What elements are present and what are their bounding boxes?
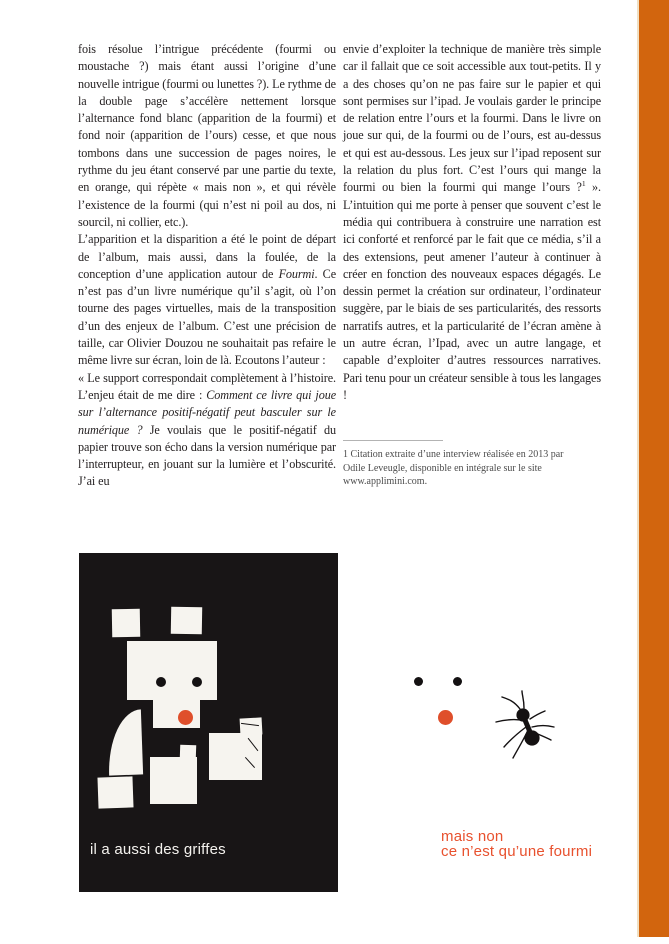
fourmi-nose-dot bbox=[438, 710, 453, 725]
text-segment: 1 bbox=[581, 179, 586, 189]
bear-paw-tab-shape bbox=[240, 717, 263, 735]
bear-paw-shape bbox=[209, 733, 262, 780]
fourmi-caption bbox=[441, 829, 592, 859]
bear-arm-shape bbox=[107, 709, 143, 775]
text-segment: envie d’exploiter la technique de manière très simple car il fallait que ce soit accessible aux tout-petits. Il y a des choses qu’on ne pas faire sur le papier et qui sont permises sur l’ipad. Je voulais garder le principe de relation entre l’ours et la fourmi. Dans le livre on joue sur qui, de la fourmi ou de l’ours, est au-dessus et qui est au-dessous. Les jeux sur l’ipad reposent sur la relation du plus fort. C’est l’ours qui mange la fourmi ou bien la fourmi qui mange l’ours ? bbox=[343, 42, 601, 195]
footnote-text: 1 Citation extraite d’une interview réalisée en 2013 par Odile Leveugle, disponible en intégrale sur le site www.applimini.com. bbox=[343, 449, 564, 488]
footnote bbox=[343, 440, 579, 489]
fourmi-caption-line1: mais non bbox=[441, 828, 504, 845]
figure-bear-black-page bbox=[79, 553, 338, 892]
text-segment: Comment ce livre qui joue sur l’alternance positif-négatif peut basculer sur le numérique ? bbox=[78, 387, 336, 437]
text-segment: Je voulais que le positif-négatif du papier trouve son écho dans la version numérique par l’interrupteur, en jouant sur la lumière et l’obscurité. J’ai eu bbox=[78, 422, 336, 489]
bear-head-shape bbox=[127, 641, 217, 700]
bear-eye-left-dot bbox=[156, 677, 166, 687]
fourmi-eye-right-dot bbox=[453, 677, 462, 686]
fourmi-eye-left-dot bbox=[414, 677, 423, 686]
paragraph bbox=[78, 370, 336, 491]
paragraph bbox=[78, 231, 336, 369]
page-edge-accent-bar bbox=[637, 0, 669, 937]
paragraph bbox=[78, 41, 336, 231]
ant-icon bbox=[492, 683, 568, 769]
bear-ear-left-shape bbox=[112, 609, 140, 637]
bear-body-tab-shape bbox=[180, 745, 196, 760]
fourmi-caption-line2: ce n’est qu’une fourmi bbox=[441, 843, 593, 860]
bear-muzzle-shape bbox=[153, 699, 200, 728]
bear-eye-right-dot bbox=[192, 677, 202, 687]
text-segment: Fourmi bbox=[278, 266, 315, 281]
bear-caption: il a aussi des griffes bbox=[90, 841, 226, 858]
text-segment: . Ce n’est pas d’un livre numérique qu’il s’agit, où l’on tourne des pages virtuelles, mais de la transposition d’un des enjeux de l’album. C’est une précision de taille, car Olivier Douzou ne souhaitait pas refaire le même livre sur écran, loin de là. Ecoutons l’auteur : bbox=[78, 266, 337, 368]
text-segment: L’apparition et la disparition a été le point de départ de l’album, mais aussi, dans la foulée, de la conception d’une application autour de bbox=[78, 232, 336, 281]
text-segment: fois résolue l’intrigue précédente (fourmi ou moustache ?) mais étant aussi l’origine d’une nouvelle intrigue (fourmi ou lunettes ?). Le rythme de la double page s’accélère nettement lorsque l’alternance fond blanc (apparition de la fourmi) et fond noir (apparition de l’ours) cesse, et que nous tombons dans une succession de pages noires, le rythme du jeu étant conservé par une partie du texte, en orange, qui répète « mais non », et qui révèle l’existence de la fourmi (qui n’est ni poil au dos, ni sourcil, ni collier, etc.). bbox=[78, 42, 336, 229]
article-column-right bbox=[343, 41, 601, 489]
bear-nose-dot bbox=[178, 710, 193, 725]
article-column-left bbox=[78, 41, 336, 491]
footnote-rule bbox=[343, 440, 443, 441]
bear-ear-right-shape bbox=[171, 607, 202, 635]
text-segment: ». L’intuition qui me porte à penser que souvent c’est le média qui contribuera à construire une narration est ici conforté et renforcé par le fait que ce média, s’il a des extensions, peut amener l’auteur à continuer à créer en fonction des nouveaux espaces dégagés. Le dessin permet la création sur ordinateur, l’ordinateur suggère, par le biais de ses particularités, des ressorts narratifs autres, et la particularité de l’écran amène à un autre écran, l’Ipad, avec un autre langage, et capable d’exploiter d’autres ressources narratives. Pari tenu pour un créateur sensible à tous les langages ! bbox=[343, 180, 601, 402]
bear-body-shape bbox=[150, 757, 197, 804]
bear-block-bottom-left bbox=[97, 776, 133, 808]
article-column-right-paragraphs bbox=[343, 41, 601, 404]
text-segment: « Le support correspondait complètement à l’histoire. L’enjeu était de me dire : bbox=[78, 370, 336, 402]
paragraph bbox=[343, 41, 601, 404]
